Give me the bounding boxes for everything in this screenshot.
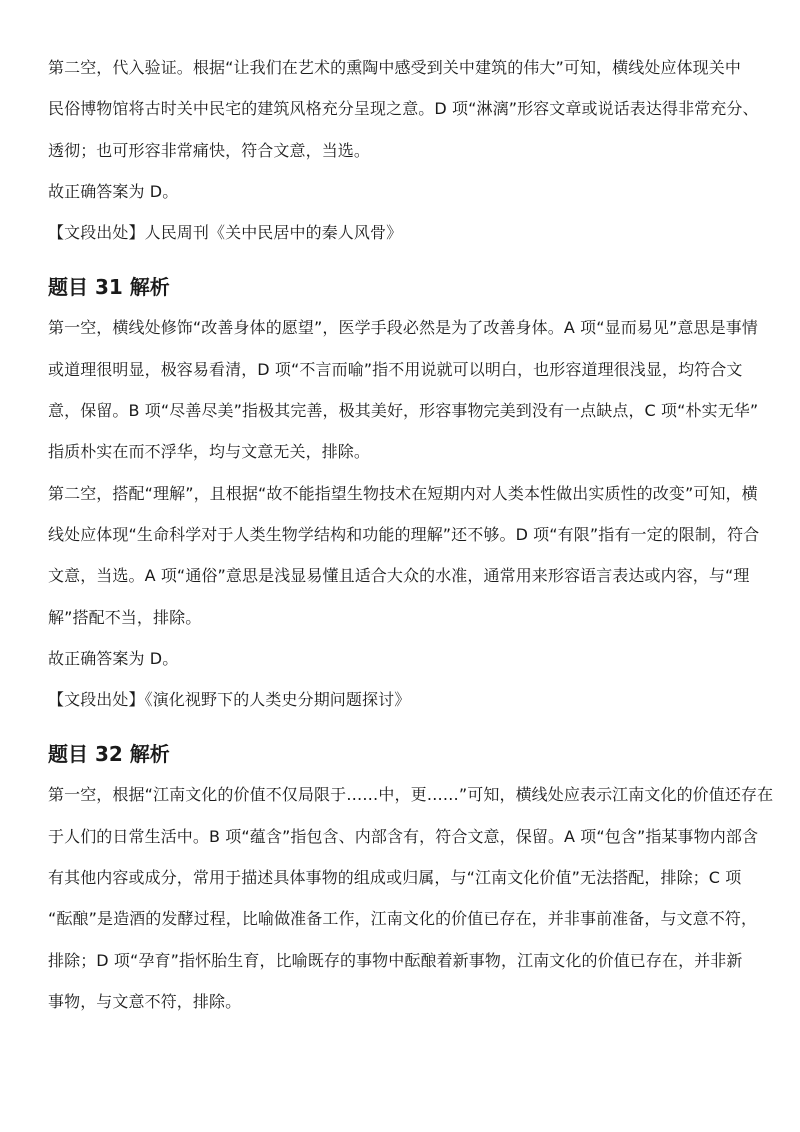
text-line: 于人们的日常生活中。B 项“蕴含”指包含、内部含有，符合文意，保留。A 项“包含”指某事物内部含 xyxy=(48,826,759,846)
text-line: 排除；D 项“孕育”指怀胎生育，比喻既存的事物中酝酿着新事物，江南文化的价值已存在，并非新 xyxy=(48,950,743,970)
text-line: “酝酿”是造酒的发酵过程，比喻做准备工作，江南文化的价值已存在，并非事前准备，与文意不符， xyxy=(48,909,758,929)
section-31-explanation xyxy=(48,273,760,714)
question-heading: 题目 31 解析 xyxy=(48,275,170,300)
source-line: 【文段出处】人民周刊《关中民居中的秦人风骨》 xyxy=(48,223,403,243)
text-line: 民俗博物馆将古时关中民宅的建筑风格充分呈现之意。D 项“淋漓”形容文章或说话表达得非常充分、 xyxy=(48,99,759,119)
text-line: 文意，当选。A 项“通俗”意思是浅显易懂且适合大众的水准，通常用来形容语言表达或内容，与“理 xyxy=(48,566,750,586)
answer-line: 故正确答案为 D。 xyxy=(48,648,179,668)
text-line: 透彻；也可形容非常痛快，符合文意，当选。 xyxy=(48,140,371,160)
section-32-explanation xyxy=(48,740,774,1016)
text-line: 意，保留。B 项“尽善尽美”指极其完善，极其美好，形容事物完美到没有一点缺点，C 项“朴实无华” xyxy=(48,401,759,421)
text-line: 第二空，搭配“理解”，且根据“故不能指望生物技术在短期内对人类本性做出实质性的改变”可知，横 xyxy=(48,483,758,503)
section-30-explanation xyxy=(48,54,759,247)
source-line: 【文段出处】《演化视野下的人类史分期问题探讨》 xyxy=(48,690,411,710)
text-line: 解”搭配不当，排除。 xyxy=(48,607,202,627)
text-line: 有其他内容或成分，常用于描述具体事物的组成或归属，与“江南文化价值”无法搭配，排除；C 项 xyxy=(48,868,742,888)
text-line: 第二空，代入验证。根据“让我们在艺术的熏陶中感受到关中建筑的伟大”可知，横线处应体现关中 xyxy=(48,58,741,77)
text-line: 第一空，根据“江南文化的价值不仅局限于……中，更……”可知，横线处应表示江南文化的价值还存在 xyxy=(48,785,774,805)
text-line: 或道理很明显，极容易看清，D 项“不言而喻”指不用说就可以明白，也形容道理很浅显，均符合文 xyxy=(48,359,743,379)
answer-line: 故正确答案为 D。 xyxy=(48,181,179,201)
text-line: 指质朴实在而不浮华，均与文意无关，排除。 xyxy=(48,442,371,462)
text-line: 线处应体现“生命科学对于人类生物学结构和功能的理解”还不够。D 项“有限”指有一定的限制，符合 xyxy=(48,524,760,544)
text-line: 第一空，横线处修饰“改善身体的愿望”，医学手段必然是为了改善身体。A 项“显而易见”意思是事情 xyxy=(48,318,758,338)
text-line: 事物，与文意不符，排除。 xyxy=(48,991,242,1011)
question-heading: 题目 32 解析 xyxy=(48,742,170,767)
